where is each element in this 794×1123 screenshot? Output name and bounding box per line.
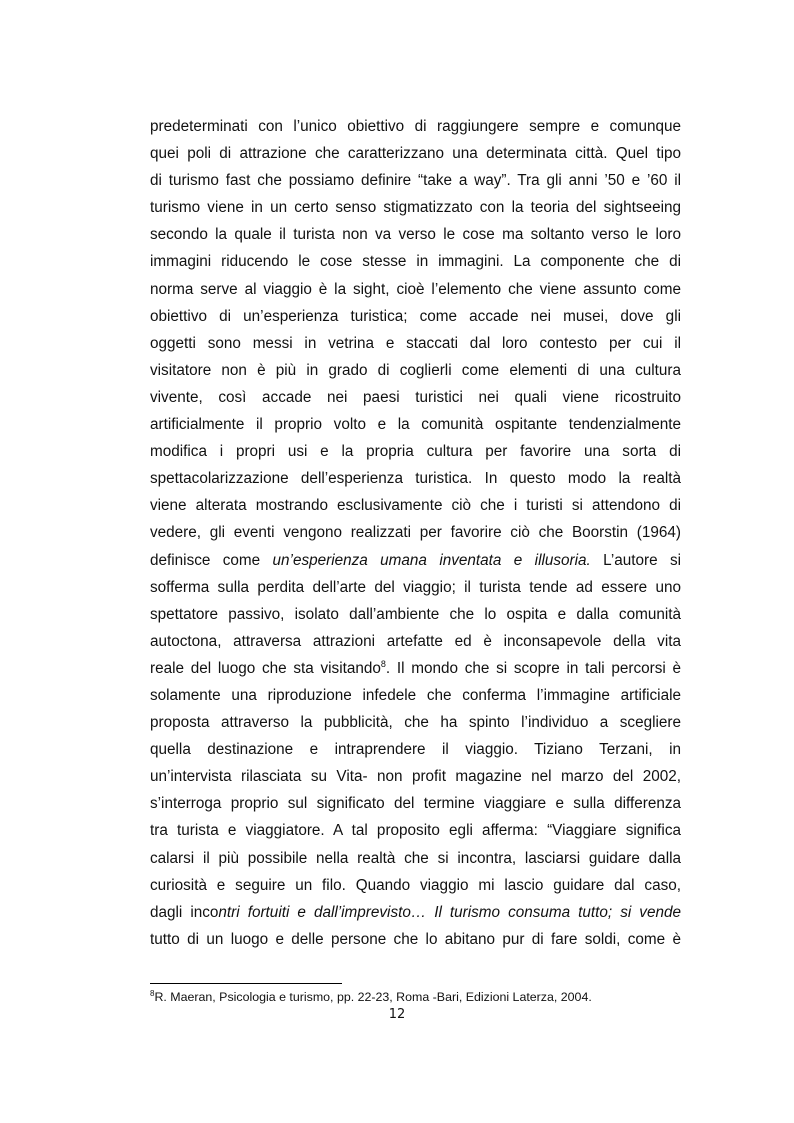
text-line xyxy=(150,221,681,248)
text-segment: tutto di un luogo e delle persone che lo abitano pur di fare soldi, come è xyxy=(150,930,681,948)
text-segment: tra turista e viaggiatore. A tal proposito egli afferma: “Viaggiare significa xyxy=(150,822,681,840)
page-number: 12 xyxy=(388,1007,406,1022)
text-line xyxy=(150,790,681,817)
text-segment: di turismo fast che possiamo definire “take a way”. Tra gli anni ’50 e ’60 il xyxy=(150,172,681,190)
text-line xyxy=(150,357,681,384)
footnote-reference: 8 xyxy=(380,658,386,669)
text-line xyxy=(150,194,681,221)
text-line xyxy=(150,872,681,899)
text-segment: norma serve al viaggio è la sight, cioè l’elemento che viene assunto come xyxy=(150,280,681,298)
text-segment: secondo la quale il turista non va verso le cose ma soltanto verso le loro xyxy=(150,226,681,244)
text-line xyxy=(150,845,681,872)
text-line xyxy=(150,574,681,601)
text-segment: autoctona, attraversa attrazioni artefatte ed è inconsapevole della vita xyxy=(150,632,681,650)
text-segment: dagli inco xyxy=(150,903,219,921)
text-line xyxy=(150,140,681,167)
text-line xyxy=(150,709,681,736)
text-segment: reale del luogo che sta visitando xyxy=(150,659,381,677)
text-line xyxy=(150,763,681,790)
italic-segment: ntri fortuiti e dall’imprevisto… Il turismo consuma tutto; si vende xyxy=(218,903,681,921)
text-segment: vivente, così accade nei paesi turistici nei quali viene ricostruito xyxy=(150,388,681,406)
text-segment: solamente una riproduzione infedele che conferma l’immagine artificiale xyxy=(150,686,681,704)
text-segment: predeterminati con l’unico obiettivo di raggiungere sempre e comunque xyxy=(150,118,681,135)
text-segment: quei poli di attrazione che caratterizzano una determinata città. Quel tipo xyxy=(150,145,681,163)
text-line xyxy=(150,655,681,682)
text-line xyxy=(150,492,681,519)
text-line xyxy=(150,411,681,438)
text-segment: quella destinazione e intraprendere il viaggio. Tiziano Terzani, in xyxy=(150,741,681,759)
text-segment: viene alterata mostrando esclusivamente ciò che i turisti si attendono di xyxy=(150,497,681,515)
text-line xyxy=(150,167,681,194)
footnote xyxy=(150,990,592,1004)
text-line xyxy=(150,465,681,492)
text-line xyxy=(150,248,681,275)
body-text xyxy=(150,113,681,953)
text-segment: s’interroga proprio sul significato del termine viaggiare e sulla differenza xyxy=(150,795,681,813)
text-segment: obiettivo di un’esperienza turistica; come accade nei musei, dove gli xyxy=(150,307,681,325)
text-segment: definisce come xyxy=(150,551,273,569)
text-line xyxy=(150,628,681,655)
footnote-marker: 8 xyxy=(150,988,155,998)
text-segment: immagini riducendo le cose stesse in immagini. La componente che di xyxy=(150,253,681,271)
text-segment: calarsi il più possibile nella realtà che si incontra, lasciarsi guidare dalla xyxy=(150,849,681,867)
text-segment: turismo viene in un certo senso stigmatizzato con la teoria del sightseeing xyxy=(150,199,681,217)
text-line xyxy=(150,926,681,953)
text-segment: visitatore non è più in grado di coglierli come elementi di una cultura xyxy=(150,361,681,379)
text-line xyxy=(150,330,681,357)
footnote-text: R. Maeran, Psicologia e turismo, pp. 22-23, Roma -Bari, Edizioni Laterza, 2004. xyxy=(154,990,592,1004)
text-segment: un’intervista rilasciata su Vita- non profit magazine nel marzo del 2002, xyxy=(150,768,681,786)
text-segment: spettatore passivo, isolato dall’ambiente che lo ospita e dalla comunità xyxy=(150,605,681,623)
text-segment: vedere, gli eventi vengono realizzati per favorire ciò che Boorstin (1964) xyxy=(150,524,681,542)
text-line xyxy=(150,384,681,411)
text-segment: spettacolarizzazione dell’esperienza turistica. In questo modo la realtà xyxy=(150,470,681,488)
text-segment: modifica i propri usi e la propria cultura per favorire una sorta di xyxy=(150,443,681,461)
text-segment: sofferma sulla perdita dell’arte del viaggio; il turista tende ad essere uno xyxy=(150,578,681,596)
italic-segment: un’esperienza umana inventata e illusoria. xyxy=(272,551,591,569)
text-segment: proposta attraverso la pubblicità, che ha spinto l’individuo a scegliere xyxy=(150,714,681,732)
text-segment: . Il mondo che si scopre in tali percorsi è xyxy=(385,659,681,677)
text-segment: L’autore si xyxy=(590,551,682,569)
text-line xyxy=(150,601,681,628)
text-line xyxy=(150,682,681,709)
text-line xyxy=(150,438,681,465)
text-line xyxy=(150,547,681,574)
text-segment: oggetti sono messi in vetrina e staccati dal loro contesto per cui il xyxy=(150,334,681,352)
text-line xyxy=(150,276,681,303)
text-line xyxy=(150,113,681,140)
text-line xyxy=(150,899,681,926)
text-segment: artificialmente il proprio volto e la comunità ospitante tendenzialmente xyxy=(150,416,681,434)
text-line xyxy=(150,817,681,844)
text-line xyxy=(150,303,681,330)
text-segment: curiosità e seguire un filo. Quando viaggio mi lascio guidare dal caso, xyxy=(150,876,681,894)
footnote-divider xyxy=(150,983,342,984)
text-line xyxy=(150,519,681,546)
text-line xyxy=(150,736,681,763)
